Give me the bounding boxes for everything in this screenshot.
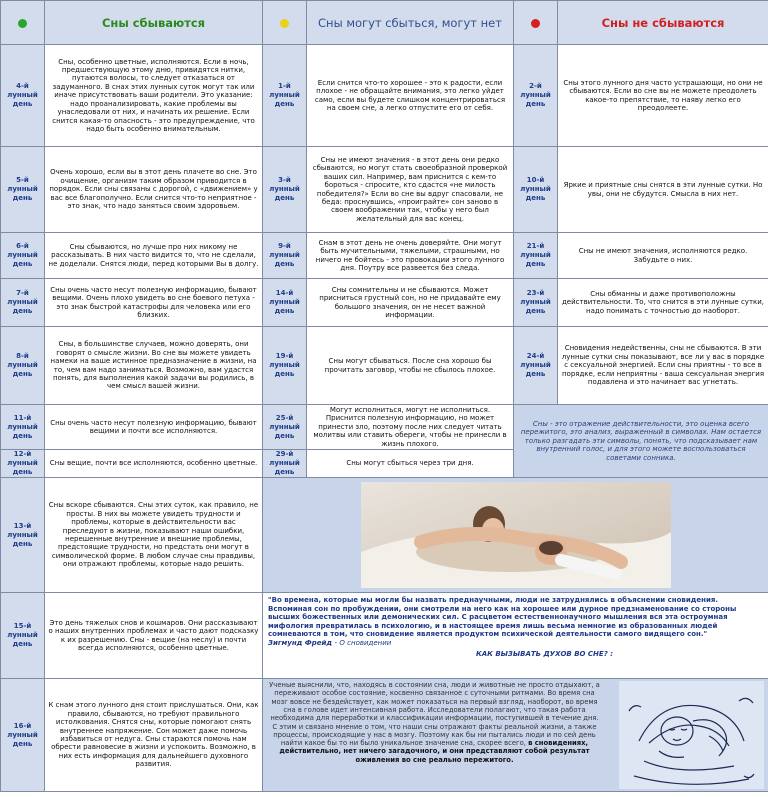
- day-label: 25-й лунный день: [263, 405, 307, 450]
- freud-author: Зигмунд Фрейд: [268, 638, 333, 647]
- spirits-title: КАК ВЫЗЫВАТЬ ДУХОВ ВО СНЕ? :: [476, 649, 613, 658]
- day-label: 24-й лунный день: [514, 327, 558, 405]
- table-row: [1, 45, 768, 147]
- dream-text: Сны вскоре сбываются. Сны этих суток, как правило, не просты. В них вы можете увидеть трудности и проблемы, которые в действительности вас преследуют в жизни, показывают наши ошибки, нерешенные внутренние и внешние проблемы, предстоящие трудности, но предстать они могут в символической форме. В любом случае сны правдивы, они отражают проблемы, которые надо решить.: [45, 478, 263, 593]
- dream-text: Сны этого лунного дня часто устрашающи, но они не сбываются. Если во сне вы не можете преодолеть какое-то препятствие, то наяву легко его преодолеете.: [558, 45, 768, 147]
- photo-cell: [263, 478, 768, 593]
- table-row: [1, 593, 768, 679]
- header-row: [1, 1, 768, 45]
- header-green-dot-cell: [1, 1, 45, 45]
- yellow-dot-icon: [280, 19, 289, 28]
- table-row: [1, 279, 768, 327]
- dream-text: Сны не имеют значения - в этот день они редко сбываются, но могут стать своеобразной проверкой ваших сил. Например, вам приснится с кем-то бороться - спросите, кто сдастся «не милость победителя?» Если во сне вы вдруг спасовали, не беда: проснувшись, «проиграйте» сон заново в своем воображении так, чтобы у него был желательный для вас конец.: [307, 147, 514, 233]
- day-label: 11-й лунный день: [1, 405, 45, 450]
- sleeping-child-sketch: [619, 681, 764, 789]
- sleeping-mother-baby-photo: [361, 482, 671, 588]
- table-row: [1, 233, 768, 279]
- day-label: 29-й лунный день: [263, 450, 307, 478]
- day-label: 10-й лунный день: [514, 147, 558, 233]
- red-dot-icon: [531, 19, 540, 28]
- day-label: 9-й лунный день: [263, 233, 307, 279]
- header-maybe: Сны могут сбыться, могут нет: [307, 1, 514, 45]
- day-label: 16-й лунный день: [1, 679, 45, 792]
- day-label: 23-й лунный день: [514, 279, 558, 327]
- day-label: 1-й лунный день: [263, 45, 307, 147]
- dream-text: Сны сомнительны и не сбываются. Может присниться грустный сон, но не придавайте ему большого значения, он не несет важной информации.: [307, 279, 514, 327]
- freud-quote-cell: [263, 593, 768, 679]
- dream-text: К снам этого лунного дня стоит прислушаться. Они, как правило, сбываются, но требуют правильного истолкования. Снятся сны, которые помогают снять внутреннее напряжение. Сон может даже помочь избавиться от недуга. Сны стараются помочь нам обрести равновесие в жизни и успокоить. Возможно, в них есть информация для дальнейшего духовного развития.: [45, 679, 263, 792]
- dream-text: Если снится что-то хорошее - это к радости, если плохое - не обращайте внимания, это легко уйдет само, если вы будете слишком концентрироваться на своем сне, а легко отпустите его от себя.: [307, 45, 514, 147]
- day-label: 15-й лунный день: [1, 593, 45, 679]
- freud-author-line: Зигмунд Фрейд - О сновидении: [268, 638, 392, 647]
- day-label: 7-й лунный день: [1, 279, 45, 327]
- table-row: [1, 327, 768, 405]
- day-label: 2-й лунный день: [514, 45, 558, 147]
- dream-text: Сны очень часто несут полезную информацию, бывают вещими и почти все исполняются.: [45, 405, 263, 450]
- day-label: 14-й лунный день: [263, 279, 307, 327]
- dream-text: Сновидения недейственны, сны не сбываются. В эти лунные сутки сны показывают, все ли у вас в порядке с сексуальной энергией. Если сны приятны - то все в порядке, если неприятны - ваша сексуальная энергия подавлена и это начинает вас угнетать.: [558, 327, 768, 405]
- dream-text: Сны не имеют значения, исполняются редко. Забудьте о них.: [558, 233, 768, 279]
- day-label: 13-й лунный день: [1, 478, 45, 593]
- day-label: 4-й лунный день: [1, 45, 45, 147]
- dream-text: Сны очень часто несут полезную информацию, бывают вещими. Очень плохо увидеть во сне боевого петуха - это знак быстрой катастрофы для человека или его близких.: [45, 279, 263, 327]
- day-label: 5-й лунный день: [1, 147, 45, 233]
- dream-quote-box: Сны - это отражение действительности, это оценка всего пережитого, это анализ, выраженный в символах. Нам остается только разгадать эти символы, понять, что подсказывает нам внутренний голос, и для этого можете воспользоваться советами сонника.: [514, 405, 768, 478]
- dream-text: Это день тяжелых снов и кошмаров. Они рассказывают о наших внутренних проблемах и часто дают подсказку к их разрешению. Сны - вещие (на неслу) и почти всегда исполняются, особенно цветные.: [45, 593, 263, 679]
- freud-quote: "Во времена, которые мы могли бы назвать преднаучными, люди не затруднялись в объяснении сновидения. Вспоминая сон по пробуждении, они смотрели на него как на хорошее или дурное предзнаменование со стороны высших божественных или демонических сил. С расцветом естественнонаучного мышления вся эта остроумная мифология превратилась в психологию, и в настоящее время лишь весьма немногие из образованных людей сомневаются в том, что сновидение является продуктом психической деятельности самого видящего сон.": [268, 596, 737, 639]
- dream-text: Сны вещие, почти все исполняются, особенно цветные.: [45, 450, 263, 478]
- dream-text: Сны могут сбываться. После сна хорошо бы прочитать заговор, чтобы не сбылось плохое.: [307, 327, 514, 405]
- table-row: [1, 478, 768, 593]
- header-yellow-dot-cell: [263, 1, 307, 45]
- day-label: 12-й лунный день: [1, 450, 45, 478]
- header-come-true: Сны сбываются: [45, 1, 263, 45]
- dream-text: Яркие и приятные сны снятся в эти лунные сутки. Но увы, они не сбудутся. Смысла в них нет.: [558, 147, 768, 233]
- dream-text: Сны, особенно цветные, исполняются. Если в ночь, предшествующую этому дню, привидятся нитки, путаются волосы, то следует отказаться от задуманного. В снах этих лунных суток могут так или иначе присутствовать ваши родители. Это указание: надо проанализировать, какие проблемы вы унаследовали от них, и начинать их решение. Если снится какая-то опасность - это предупреждение, что надо быть особенно внимательным.: [45, 45, 263, 147]
- dream-text: Очень хорошо, если вы в этот день плачете во сне. Это очищение, организм таким образом приводится в порядок. Если сны связаны с дорогой, с «движением» у вас все благополучно. Если снится что-то неприятное - это знак, что надо заняться своим здоровьем.: [45, 147, 263, 233]
- green-dot-icon: [18, 19, 27, 28]
- dream-text: Сны сбываются, но лучше про них никому не рассказывать. В них часто видится то, что не сделали, не доделали. Снятся люди, перед которыми Вы в долгу.: [45, 233, 263, 279]
- day-label: 21-й лунный день: [514, 233, 558, 279]
- table-row: [1, 679, 768, 792]
- day-label: 6-й лунный день: [1, 233, 45, 279]
- spirits-bold: в сновидениях, действительно, нет ничего загадочного, и они представляют собой результат оживления во сне реально пережитого.: [279, 739, 590, 764]
- table-row: [1, 405, 768, 450]
- dream-text: Сны, в большинстве случаев, можно доверять, они говорят о смысле жизни. Во сне вы можете увидеть намеки на ваше истинное предназначение в жизни, на то, чем вам надо заниматься. Возможно, вам удастся понять, для выполнения какой задачи вы родились, в чем смысл вашей жизни.: [45, 327, 263, 405]
- table-row: [1, 147, 768, 233]
- dream-text: Снам в этот день не очень доверяйте. Они могут быть мучительными, тяжелыми, страшными, но ничего не бойтесь - это провокации этого лунного дня. Поутру все развеется без следа.: [307, 233, 514, 279]
- day-label: 3-й лунный день: [263, 147, 307, 233]
- dream-text: Сны обманны и даже противоположны действительности. То, что снится в эти лунные сутки, надо понимать с точностью до наоборот.: [558, 279, 768, 327]
- spirits-text: Ученые выяснили, что, находясь в состоянии сна, люди и животные не просто отдыхают, а переживают особое состояние, косвенно связанное с суточными ритмами. Во время сна мозг вовсе не бездействует, как может показаться на первый взгляд, наоборот, во время сна в голове идет интенсивная работа. Исследователи полагают, что такая работа необходима для переработки и классификации информации, поступившей в течение дня. С этим и связано мнение о том, что наши сны отражают факты реальной жизни, а также процессы, происходящие у нас в мозгу. Поэтому как бы ни пытались люди и по сей день найти какое бы то ни было уникальное значение сна, скорее всего, в сновидениях, действительно, нет ничего загадочного, и они представляют собой результат оживления во сне реально пережитого.: [269, 681, 600, 764]
- header-not-true: Сны не сбываются: [558, 1, 768, 45]
- spirits-cell: [263, 679, 768, 792]
- dream-text: Могут исполниться, могут не исполниться. Приснится полезную информацию, но может принести зло, поэтому после них следует читать молитвы или ставить обереги, чтобы не принесли в жизнь плохого.: [307, 405, 514, 450]
- day-label: 19-й лунный день: [263, 327, 307, 405]
- dream-text: Сны могут сбыться через три дня.: [307, 450, 514, 478]
- day-label: 8-й лунный день: [1, 327, 45, 405]
- freud-source: О сновидении: [339, 638, 392, 647]
- header-red-dot-cell: [514, 1, 558, 45]
